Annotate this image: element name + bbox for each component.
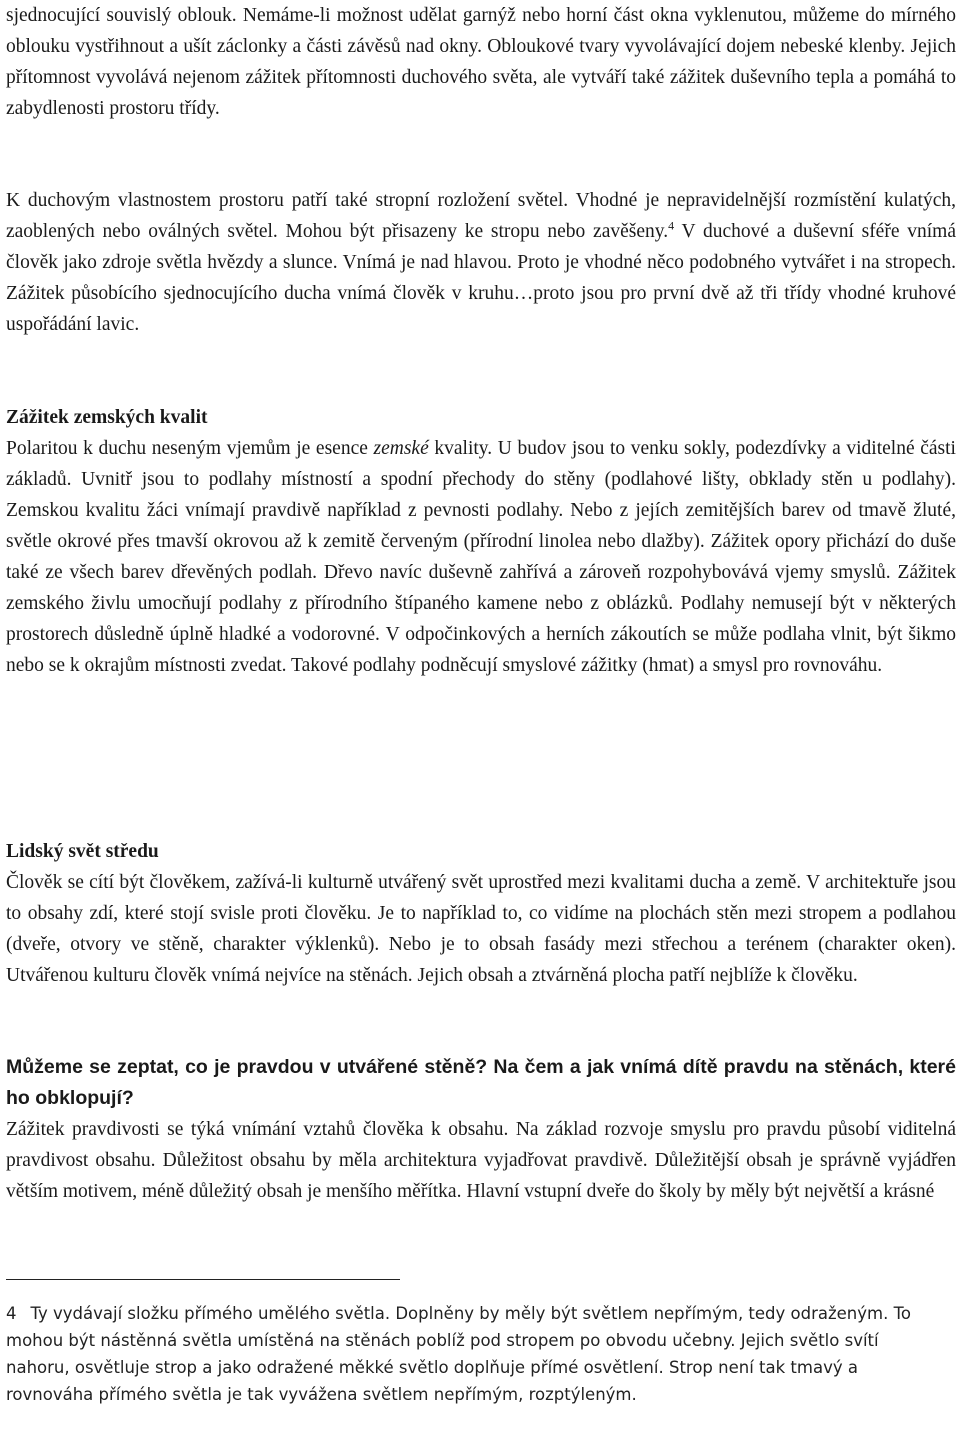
- paragraph-human-world: Člověk se cítí být člověkem, zažívá-li kulturně utvářený svět uprostřed mezi kvalitami ducha a země. V architektuře jsou to obsahy zdí, které stojí svisle proti člověku. Je to například to, co vidíme na plochách stěn mezi stropem a podlahou (dveře, otvory ve stěně, charakter výklenků). Nebo je to obsah fasády mezi střechou a terénem (charakter oken). Utvářenou kulturu člověk vnímá nejvíce na stěnách. Jejich obsah a ztvárněná plocha patří nejblíže k člověku.: [6, 872, 956, 986]
- footnote-separator: [6, 1279, 400, 1280]
- footnote-text: Ty vydávají složku přímého umělého světla. Doplněny by měly být světlem nepřímým, tedy odraženým. To mohou být nástěnná světla umístěná na stěnách poblíž pod stropem po obvodu učebny. Jejich světlo svítí nahoru, osvětluje strop a jako odražené měkké světlo doplňuje přímé osvětlení. Strop není tak tmavý a rovnováha přímého světla je tak vyvážena světlem nepřímým, rozptýleným.: [6, 1304, 911, 1404]
- section-heading-human: Lidský svět středu: [6, 841, 159, 862]
- paragraph-lights-text-b: V duchové a duševní sféře vnímá člověk jako zdroje světla hvězdy a slunce. Vnímá je nad hlavou. Proto je vhodné něco podobného vytvářet i na stropech. Zážitek působícího sjednocujícího ducha vnímá člověk v kruhu…proto jsou pro první dvě až tři třídy vhodné kruhové uspořádání lavic.: [6, 221, 956, 335]
- footnote: [6, 1300, 912, 1408]
- earth-text-a: Polaritou k duchu neseným vjemům je esence: [6, 438, 374, 459]
- paragraph-ceiling-lights: [6, 185, 956, 340]
- paragraph-earth-qualities: [6, 433, 956, 681]
- paragraph-lights-text-a: K duchovým vlastnostem prostoru patří také stropní rozložení světel. Vhodné je nepravidelnější rozmístění kulatých, zaoblených nebo oválných světel. Mohou být přisazeny ke stropu nebo zavěšeny.: [6, 190, 956, 242]
- footnote-ref[interactable]: 4: [668, 218, 675, 233]
- section-heading-earth: Zážitek zemských kvalit: [6, 407, 208, 428]
- earth-italic-word: zemské: [373, 438, 429, 459]
- footnote-number: 4: [6, 1304, 17, 1323]
- question-paragraph: Můžeme se zeptat, co je pravdou v utvářené stěně? Na čem a jak vnímá dítě pravdu na stěnách, které ho obklopují?: [6, 1056, 956, 1109]
- earth-text-b: kvality. U budov jsou to venku sokly, podezdívky a viditelné části základů. Uvnitř jsou to podlahy místností a spodní přechody do stěny (podlahové lišty, obklady stěn u podlahy). Zemskou kvalitu žáci vnímají pravdivě například z pevnosti podlahy. Nebo z jejích zemitějších barev od tmavě žluté, světle okrové přes tmavší okrovou až k zemitě červeným (přírodní linolea nebo dlažby). Zážitek opory přichází do duše také ze všech barev dřevěných podlah. Dřevo navíc duševně zahřívá a zároveň rozpohybovává vjemy smyslů. Zážitek zemského živlu umocňují podlahy z přírodního štípaného kamene nebo z oblázků. Podlahy nemusejí být v některých prostorech důsledně úplně hladké a vodorovné. V odpočinkových a herních zákoutích se může podlaha vlnit, být šikmo nebo se k okrajům místnosti zvedat. Takové podlahy podněcují smyslové zážitky (hmat) a smysl pro rovnováhu.: [6, 438, 956, 676]
- paragraph-truthfulness: Zážitek pravdivosti se týká vnímání vztahů člověka k obsahu. Na základ rozvoje smyslu pro pravdu působí viditelná pravdivost obsahu. Důležitost obsahu by měla architektura vyjadřovat pravdivě. Důležitější obsah je správně vyjádřen větším motivem, méně důležitý obsah je menšího měřítka. Hlavní vstupní dveře do školy by měly být největší a krásné: [6, 1119, 956, 1202]
- paragraph-arches: sjednocující souvislý oblouk. Nemáme-li možnost udělat garnýž nebo horní část okna vyklenutou, můžeme do mírného oblouku vystřihnout a ušít záclonky a části závěsů nad okny. Obloukové tvary vyvolávající dojem nebeské klenby. Jejich přítomnost vyvolává nejenom zážitek přítomnosti duchového světa, ale vytváří také zážitek duševního tepla a pomáhá to zabydlenosti prostoru třídy.: [6, 5, 956, 119]
